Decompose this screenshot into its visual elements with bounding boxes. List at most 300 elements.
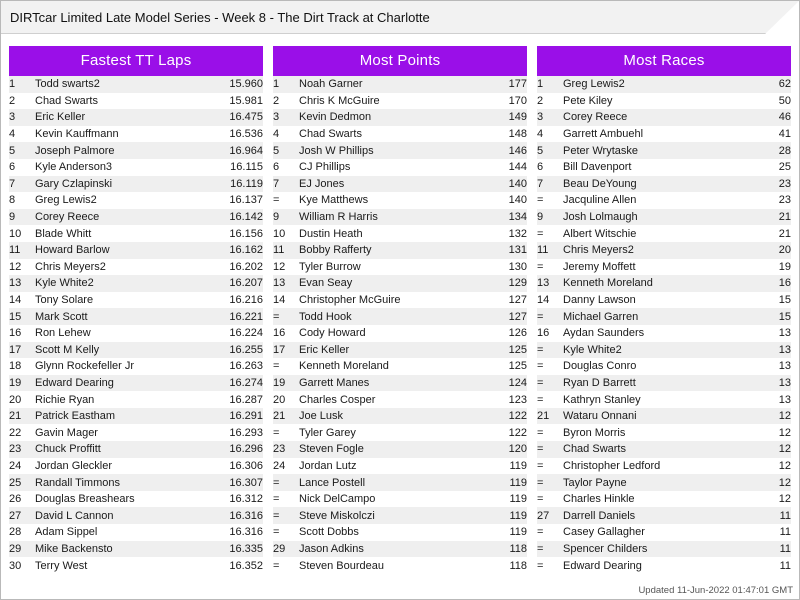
- row-value: 127: [508, 310, 527, 323]
- row-driver-name: Aydan Saunders: [563, 327, 645, 340]
- row-rank: =: [537, 194, 544, 207]
- row-driver-name: Kenneth Moreland: [563, 277, 653, 290]
- row-value: 12: [778, 426, 791, 439]
- row-driver-name: Scott Dobbs: [299, 526, 359, 539]
- table-row: [9, 93, 263, 110]
- row-driver-name: Noah Garner: [299, 78, 363, 91]
- table-row: [537, 275, 791, 292]
- table-row: [537, 375, 791, 392]
- row-driver-name: Jordan Gleckler: [35, 459, 113, 472]
- row-rank: 3: [273, 111, 280, 124]
- row-value: 118: [509, 542, 527, 555]
- row-value: 16.202: [229, 260, 263, 273]
- row-rank: =: [537, 360, 544, 373]
- row-value: 23: [778, 177, 791, 190]
- row-value: 149: [508, 111, 527, 124]
- row-value: 16.964: [229, 144, 263, 157]
- row-value: 16.316: [229, 509, 263, 522]
- row-driver-name: Corey Reece: [563, 111, 628, 124]
- row-rank: 7: [273, 177, 280, 190]
- row-rank: 24: [273, 459, 286, 472]
- row-value: 11: [779, 542, 791, 555]
- row-value: 170: [508, 94, 527, 107]
- row-rank: 23: [273, 443, 286, 456]
- row-driver-name: Scott M Kelly: [35, 343, 100, 356]
- row-rank: 29: [273, 542, 286, 555]
- table-row: [273, 541, 527, 558]
- column-header-most-races: Most Races: [537, 46, 791, 76]
- table-row: [273, 242, 527, 259]
- row-rank: =: [273, 194, 280, 207]
- row-driver-name: Chuck Proffitt: [35, 443, 101, 456]
- row-value: 124: [508, 376, 527, 389]
- row-driver-name: Mike Backensto: [35, 542, 113, 555]
- table-row: [9, 259, 263, 276]
- row-driver-name: Kyle Anderson3: [35, 161, 113, 174]
- row-rank: =: [537, 476, 544, 489]
- row-rank: =: [537, 559, 544, 572]
- row-value: 11: [779, 559, 791, 572]
- table-row: [9, 76, 263, 93]
- row-rank: 8: [9, 194, 16, 207]
- table-row: [273, 507, 527, 524]
- row-value: 16.142: [229, 211, 263, 224]
- row-driver-name: Christopher Ledford: [563, 459, 661, 472]
- row-driver-name: Wataru Onnani: [563, 410, 637, 423]
- table-row: [537, 142, 791, 159]
- row-value: 21: [778, 211, 791, 224]
- row-rank: =: [537, 426, 544, 439]
- row-rank: =: [537, 393, 544, 406]
- row-rank: 16: [9, 327, 22, 340]
- table-row: [273, 109, 527, 126]
- table-row: [537, 541, 791, 558]
- row-driver-name: Patrick Eastham: [35, 410, 116, 423]
- column-header-most-points: Most Points: [273, 46, 527, 76]
- table-row: [9, 209, 263, 226]
- table-row: [273, 159, 527, 176]
- row-rank: =: [273, 476, 280, 489]
- table-row: [537, 259, 791, 276]
- row-driver-name: Darrell Daniels: [563, 509, 636, 522]
- row-driver-name: Lance Postell: [299, 476, 366, 489]
- table-row: [537, 491, 791, 508]
- row-value: 118: [509, 559, 527, 572]
- row-value: 129: [508, 277, 527, 290]
- row-value: 16.162: [229, 244, 263, 257]
- column-most-points: [273, 46, 527, 574]
- row-value: 122: [508, 426, 527, 439]
- row-value: 16.475: [229, 111, 263, 124]
- table-row: [537, 474, 791, 491]
- row-driver-name: Bobby Rafferty: [299, 244, 372, 257]
- row-rank: 4: [273, 128, 280, 141]
- table-row: [273, 424, 527, 441]
- row-value: 21: [778, 227, 791, 240]
- row-rank: 16: [273, 327, 286, 340]
- row-value: 16.293: [229, 426, 263, 439]
- table-row: [273, 375, 527, 392]
- table-row: [537, 524, 791, 541]
- row-driver-name: Steven Bourdeau: [299, 559, 385, 572]
- row-driver-name: Terry West: [35, 559, 88, 572]
- row-value: 131: [508, 244, 527, 257]
- table-row: [9, 176, 263, 193]
- row-driver-name: Mark Scott: [35, 310, 88, 323]
- row-rank: 26: [9, 493, 22, 506]
- row-driver-name: Charles Cosper: [299, 393, 376, 406]
- row-rank: 3: [537, 111, 544, 124]
- row-value: 134: [508, 211, 527, 224]
- row-value: 16.307: [229, 476, 263, 489]
- row-driver-name: Gavin Mager: [35, 426, 98, 439]
- row-driver-name: Kenneth Moreland: [299, 360, 389, 373]
- row-value: 119: [509, 476, 527, 489]
- row-value: 19: [778, 260, 791, 273]
- row-rank: 30: [9, 559, 22, 572]
- row-value: 28: [778, 144, 791, 157]
- table-row: [273, 76, 527, 93]
- row-driver-name: Douglas Conro: [563, 360, 637, 373]
- row-rank: 11: [9, 244, 21, 257]
- row-rank: 29: [9, 542, 22, 555]
- row-value: 25: [778, 161, 791, 174]
- table-row: [9, 325, 263, 342]
- table-fastest-tt-laps: [9, 76, 263, 574]
- row-rank: 17: [273, 343, 286, 356]
- row-rank: 1: [273, 78, 280, 91]
- row-rank: =: [537, 227, 544, 240]
- row-driver-name: Eric Keller: [35, 111, 86, 124]
- row-value: 13: [778, 393, 791, 406]
- row-rank: 5: [9, 144, 16, 157]
- row-rank: 1: [537, 78, 544, 91]
- row-value: 130: [508, 260, 527, 273]
- table-row: [273, 358, 527, 375]
- table-row: [9, 126, 263, 143]
- row-rank: =: [537, 459, 544, 472]
- table-row: [9, 159, 263, 176]
- row-driver-name: Steven Fogle: [299, 443, 364, 456]
- row-value: 15.981: [229, 94, 263, 107]
- row-rank: =: [273, 526, 280, 539]
- row-value: 16.287: [229, 393, 263, 406]
- row-rank: 22: [9, 426, 22, 439]
- row-rank: 7: [537, 177, 544, 190]
- row-driver-name: Greg Lewis2: [35, 194, 97, 207]
- row-rank: =: [537, 443, 544, 456]
- table-row: [9, 424, 263, 441]
- leaderboard-columns: [1, 34, 799, 574]
- row-value: 119: [509, 493, 527, 506]
- row-driver-name: Jacquline Allen: [563, 194, 637, 207]
- row-value: 16.352: [229, 559, 263, 572]
- row-rank: 16: [537, 327, 550, 340]
- row-value: 140: [508, 194, 527, 207]
- row-driver-name: Christopher McGuire: [299, 294, 401, 307]
- row-value: 20: [778, 244, 791, 257]
- table-row: [9, 557, 263, 574]
- table-row: [9, 507, 263, 524]
- table-row: [537, 176, 791, 193]
- row-rank: 20: [9, 393, 22, 406]
- row-value: 16.274: [229, 376, 263, 389]
- row-value: 119: [509, 459, 527, 472]
- row-rank: 23: [9, 443, 22, 456]
- row-rank: 27: [9, 509, 22, 522]
- row-value: 16: [778, 277, 791, 290]
- row-driver-name: Todd Hook: [299, 310, 352, 323]
- table-row: [273, 209, 527, 226]
- row-rank: 2: [9, 94, 16, 107]
- row-rank: 6: [537, 161, 544, 174]
- row-driver-name: Josh Lolmaugh: [563, 211, 638, 224]
- title-bar: [1, 1, 799, 34]
- row-value: 12: [778, 410, 791, 423]
- row-driver-name: Pete Kiley: [563, 94, 613, 107]
- table-row: [273, 491, 527, 508]
- row-value: 16.255: [229, 343, 263, 356]
- row-rank: 4: [537, 128, 544, 141]
- row-rank: 11: [273, 244, 285, 257]
- table-row: [537, 225, 791, 242]
- table-row: [537, 391, 791, 408]
- row-driver-name: Randall Timmons: [35, 476, 120, 489]
- row-rank: 3: [9, 111, 16, 124]
- row-driver-name: Richie Ryan: [35, 393, 95, 406]
- row-value: 11: [779, 526, 791, 539]
- row-value: 16.207: [229, 277, 263, 290]
- row-rank: =: [537, 493, 544, 506]
- row-value: 62: [778, 78, 791, 91]
- table-row: [273, 192, 527, 209]
- table-row: [537, 325, 791, 342]
- row-driver-name: Corey Reece: [35, 211, 100, 224]
- row-rank: 14: [273, 294, 286, 307]
- table-row: [273, 225, 527, 242]
- row-driver-name: Peter Wrytaske: [563, 144, 638, 157]
- row-rank: =: [537, 376, 544, 389]
- row-driver-name: Kyle White2: [35, 277, 94, 290]
- table-row: [273, 292, 527, 309]
- row-rank: =: [273, 310, 280, 323]
- column-most-races: [537, 46, 791, 574]
- table-row: [537, 292, 791, 309]
- table-row: [9, 358, 263, 375]
- table-row: [9, 192, 263, 209]
- row-rank: 14: [537, 294, 550, 307]
- row-value: 12: [778, 476, 791, 489]
- row-rank: 13: [273, 277, 286, 290]
- row-driver-name: Jordan Lutz: [299, 459, 357, 472]
- table-row: [9, 491, 263, 508]
- row-rank: =: [537, 310, 544, 323]
- row-driver-name: Michael Garren: [563, 310, 639, 323]
- row-rank: 14: [9, 294, 22, 307]
- row-driver-name: Josh W Phillips: [299, 144, 374, 157]
- row-value: 16.335: [229, 542, 263, 555]
- row-rank: 7: [9, 177, 16, 190]
- row-value: 13: [778, 360, 791, 373]
- row-value: 125: [508, 343, 527, 356]
- row-driver-name: Douglas Breashears: [35, 493, 135, 506]
- table-row: [9, 458, 263, 475]
- row-rank: 5: [537, 144, 544, 157]
- row-value: 50: [778, 94, 791, 107]
- table-row: [273, 524, 527, 541]
- row-driver-name: Greg Lewis2: [563, 78, 625, 91]
- row-value: 16.156: [229, 227, 263, 240]
- row-driver-name: Tyler Burrow: [299, 260, 361, 273]
- table-row: [537, 424, 791, 441]
- table-row: [273, 93, 527, 110]
- row-value: 16.221: [229, 310, 263, 323]
- row-driver-name: David L Cannon: [35, 509, 114, 522]
- row-value: 140: [508, 177, 527, 190]
- row-driver-name: EJ Jones: [299, 177, 345, 190]
- row-driver-name: Dustin Heath: [299, 227, 363, 240]
- row-rank: =: [273, 559, 280, 572]
- row-value: 16.119: [230, 177, 263, 190]
- column-header-fastest-tt-laps: Fastest TT Laps: [9, 46, 263, 76]
- table-row: [9, 524, 263, 541]
- table-row: [9, 441, 263, 458]
- row-value: 122: [508, 410, 527, 423]
- table-row: [537, 441, 791, 458]
- table-row: [9, 242, 263, 259]
- row-rank: 21: [273, 410, 286, 423]
- table-row: [273, 342, 527, 359]
- row-driver-name: Eric Keller: [299, 343, 350, 356]
- table-row: [9, 225, 263, 242]
- row-driver-name: Evan Seay: [299, 277, 353, 290]
- row-value: 177: [508, 78, 527, 91]
- row-value: 16.137: [229, 194, 263, 207]
- row-rank: 1: [9, 78, 16, 91]
- row-driver-name: Kevin Dedmon: [299, 111, 372, 124]
- row-driver-name: Chris Meyers2: [563, 244, 634, 257]
- row-driver-name: Albert Witschie: [563, 227, 637, 240]
- row-driver-name: Kevin Kauffmann: [35, 128, 119, 141]
- table-row: [9, 391, 263, 408]
- row-value: 12: [778, 443, 791, 456]
- row-driver-name: William R Harris: [299, 211, 378, 224]
- row-value: 13: [778, 376, 791, 389]
- row-driver-name: Byron Morris: [563, 426, 626, 439]
- row-driver-name: Glynn Rockefeller Jr: [35, 360, 135, 373]
- row-rank: 12: [9, 260, 22, 273]
- row-rank: 19: [273, 376, 286, 389]
- row-value: 126: [508, 327, 527, 340]
- row-value: 13: [778, 343, 791, 356]
- row-rank: 2: [273, 94, 280, 107]
- row-value: 41: [778, 128, 791, 141]
- corner-fold-decoration: [765, 1, 799, 34]
- row-rank: 18: [9, 360, 22, 373]
- row-rank: 12: [273, 260, 286, 273]
- row-driver-name: Beau DeYoung: [563, 177, 637, 190]
- row-rank: =: [273, 426, 280, 439]
- row-rank: 17: [9, 343, 22, 356]
- table-most-races: [537, 76, 791, 574]
- table-row: [537, 76, 791, 93]
- row-rank: 5: [273, 144, 280, 157]
- row-driver-name: Danny Lawson: [563, 294, 636, 307]
- row-value: 15: [778, 310, 791, 323]
- row-driver-name: Tony Solare: [35, 294, 94, 307]
- row-driver-name: Chad Swarts: [299, 128, 362, 141]
- table-row: [537, 192, 791, 209]
- row-rank: =: [537, 343, 544, 356]
- row-rank: 24: [9, 459, 22, 472]
- row-value: 119: [509, 509, 527, 522]
- table-row: [273, 142, 527, 159]
- table-row: [273, 325, 527, 342]
- table-row: [9, 342, 263, 359]
- table-row: [9, 308, 263, 325]
- row-rank: 27: [537, 509, 550, 522]
- row-rank: 10: [9, 227, 22, 240]
- row-rank: 9: [9, 211, 16, 224]
- row-rank: 11: [537, 244, 549, 257]
- row-rank: 9: [537, 211, 544, 224]
- row-rank: 10: [273, 227, 286, 240]
- row-rank: 28: [9, 526, 22, 539]
- row-rank: =: [537, 260, 544, 273]
- row-driver-name: Ryan D Barrett: [563, 376, 636, 389]
- table-row: [537, 557, 791, 574]
- row-value: 146: [508, 144, 527, 157]
- row-driver-name: Howard Barlow: [35, 244, 110, 257]
- row-rank: =: [273, 493, 280, 506]
- row-value: 16.296: [229, 443, 263, 456]
- table-row: [273, 557, 527, 574]
- table-row: [537, 342, 791, 359]
- table-row: [9, 408, 263, 425]
- page-title: DIRTcar Limited Late Model Series - Week 8 - The Dirt Track at Charlotte: [10, 9, 430, 25]
- row-driver-name: Taylor Payne: [563, 476, 627, 489]
- table-row: [537, 408, 791, 425]
- row-driver-name: Jason Adkins: [299, 542, 364, 555]
- table-row: [537, 458, 791, 475]
- table-row: [9, 109, 263, 126]
- row-rank: =: [537, 542, 544, 555]
- row-value: 13: [778, 327, 791, 340]
- row-value: 16.115: [230, 161, 263, 174]
- row-rank: 19: [9, 376, 22, 389]
- row-driver-name: Kyle White2: [563, 343, 622, 356]
- row-driver-name: Kathryn Stanley: [563, 393, 641, 406]
- table-row: [273, 391, 527, 408]
- row-value: 16.216: [229, 294, 263, 307]
- table-row: [273, 275, 527, 292]
- row-value: 125: [508, 360, 527, 373]
- row-driver-name: Ron Lehew: [35, 327, 91, 340]
- row-value: 120: [508, 443, 527, 456]
- table-row: [273, 474, 527, 491]
- row-rank: =: [273, 360, 280, 373]
- row-value: 16.263: [229, 360, 263, 373]
- row-value: 16.536: [229, 128, 263, 141]
- row-rank: 4: [9, 128, 16, 141]
- updated-timestamp: Updated 11-Jun-2022 01:47:01 GMT: [638, 585, 793, 596]
- row-driver-name: Steve Miskolczi: [299, 509, 375, 522]
- row-rank: 2: [537, 94, 544, 107]
- row-value: 16.224: [229, 327, 263, 340]
- table-row: [537, 159, 791, 176]
- table-row: [9, 541, 263, 558]
- table-row: [273, 126, 527, 143]
